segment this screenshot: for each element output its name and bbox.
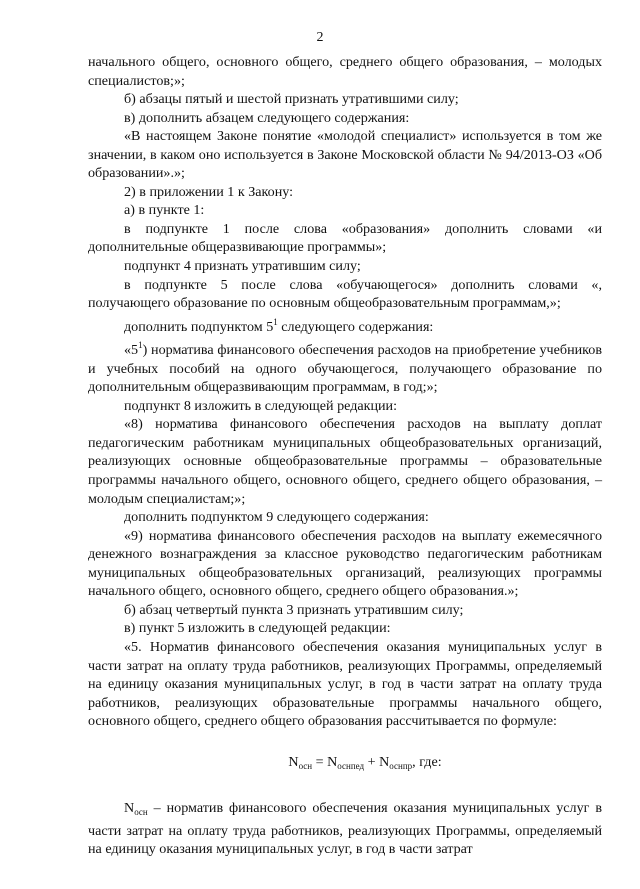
paragraph: в) дополнить абзацем следующего содержания: <box>124 109 410 126</box>
paragraph: 2) в приложении 1 к Закону: <box>124 183 294 200</box>
paragraph: «5. Норматив финансового обеспечения оказания муниципальных услуг в части затрат на оплату труда работников, реализующих Программы, определяемый на единицу оказания муниципальных услуг, в год в части затрат на оплату труда работников, реализующих образовательные программы начального общего, основного общего, среднего общего образования рассчитывается по формуле: <box>88 638 602 730</box>
formula-tail: , где: <box>412 753 442 770</box>
paragraph <box>88 336 602 397</box>
paragraph: дополнить подпунктом 9 следующего содержания: <box>124 509 429 526</box>
formula-subscript: оснпед <box>337 760 365 771</box>
formula-subscript: осн <box>298 760 313 771</box>
formula-subscript: оснпр <box>389 760 413 771</box>
paragraph <box>88 799 602 859</box>
paragraph: в подпункте 5 после слова «обучающегося» дополнить словами «, получающего образование по основным общеобразовательным программам,»; <box>88 276 602 312</box>
paragraph: б) абзац четвертый пункта 3 признать утратившим силу; <box>124 601 464 618</box>
term-symbol: N <box>124 800 135 817</box>
formula-symbol: N <box>379 753 390 770</box>
paragraph: «В настоящем Законе понятие «молодой специалист» используется в том же значении, в каком оно используется в Законе Московской области № 94/2013-ОЗ «Об образовании».»; <box>88 128 602 182</box>
paragraph-text: ) норматива финансового обеспечения расходов на приобретение учебников и учебных пособий на одного обучающегося, получающего образование по дополнительным общеразвивающим программам, в год;»; <box>88 342 602 396</box>
paragraph-text: дополнить подпунктом 5 <box>124 318 274 335</box>
document-body <box>88 53 602 859</box>
paragraph: «8) норматива финансового обеспечения расходов на выплату доплат педагогическим работникам муниципальных общеобразовательных организаций, реализующих основные общеобразовательные программы – образовательные программы начального общего, основного общего, среднего общего образования, – молодым специалистам;»; <box>88 416 602 507</box>
formula-symbol: N <box>288 753 299 770</box>
paragraph <box>88 313 602 337</box>
paragraph: в) пункт 5 изложить в следующей редакции: <box>124 620 391 637</box>
paragraph: подпункт 8 изложить в следующей редакции: <box>124 397 398 414</box>
paragraph-text: – норматив финансового обеспечения оказания муниципальных услуг в части затрат на оплату труда работников, реализующих Программы, определяемый на единицу оказания муниципальных услуг, в год в части затрат <box>88 800 602 858</box>
paragraph: начального общего, основного общего, среднего общего образования, – молодых специалистов;»; <box>88 54 602 89</box>
page-number: 2 <box>316 30 324 45</box>
superscript: 1 <box>273 316 278 327</box>
superscript: 1 <box>138 340 143 351</box>
term-subscript: осн <box>134 807 148 818</box>
formula-operator: + <box>364 753 380 770</box>
formula-symbol: N <box>327 753 338 770</box>
paragraph-text: следующего содержания: <box>281 318 434 335</box>
formula-operator: = <box>312 753 328 770</box>
paragraph: подпункт 4 признать утратившим силу; <box>124 258 361 275</box>
paragraph: а) в пункте 1: <box>124 202 205 219</box>
paragraph-text: «5 <box>124 342 139 359</box>
paragraph: б) абзацы пятый и шестой признать утратившими силу; <box>124 91 459 108</box>
paragraph: «9) норматива финансового обеспечения расходов на выплату ежемесячного денежного вознаграждения за классное руководство педагогическим работникам муниципальных общеобразовательных организаций, реализующих программы начального общего, основного общего, среднего общего образования.»; <box>88 527 602 600</box>
paragraph: в подпункте 1 после слова «образования» дополнить словами «и дополнительные общеразвивающие программы»; <box>88 220 602 256</box>
formula <box>88 753 602 776</box>
